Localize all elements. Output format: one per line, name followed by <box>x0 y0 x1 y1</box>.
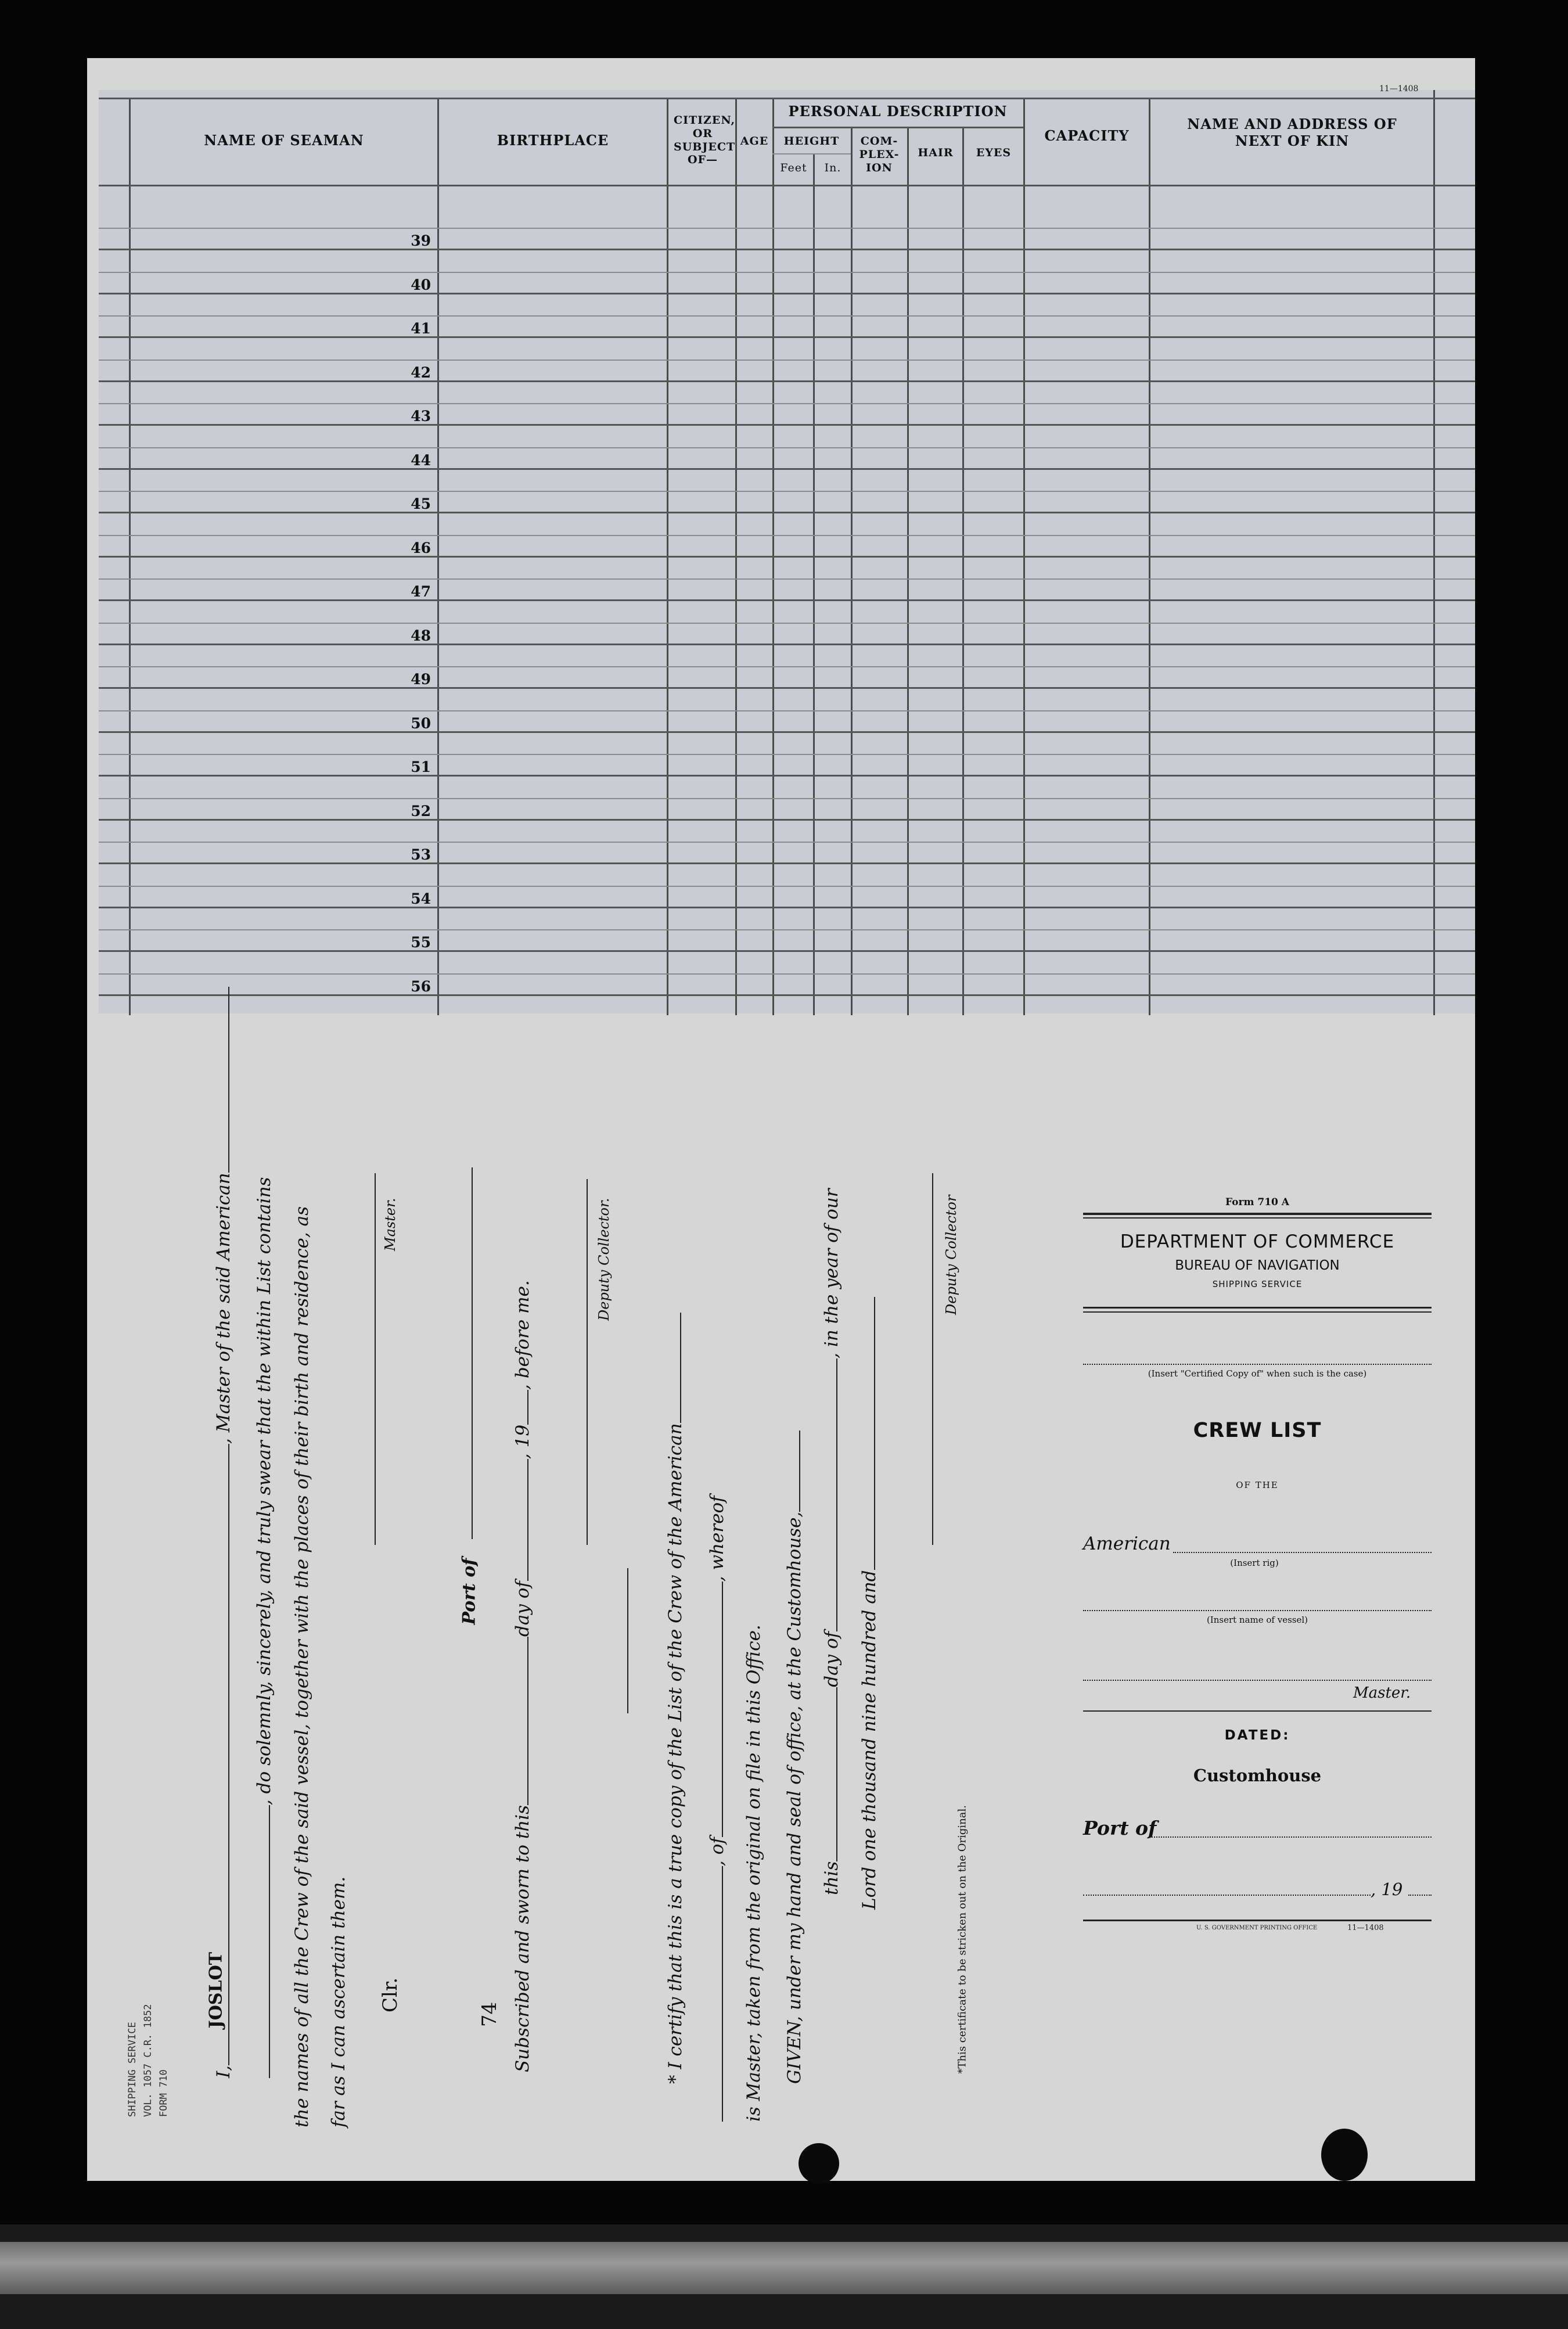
table-row-line <box>99 249 1475 250</box>
table-row-subline <box>99 272 1475 273</box>
table-row-subline <box>99 623 1475 624</box>
row-number: 56 <box>411 978 431 995</box>
vessel-name-blank[interactable] <box>269 1805 270 2078</box>
vessel-blank[interactable] <box>228 987 229 1173</box>
col-line <box>962 128 964 1015</box>
form-code-top: 11—1408 <box>1379 84 1419 94</box>
insert-name-note: (Insert name of vessel) <box>1206 1615 1308 1625</box>
service-title: SHIPPING SERVICE <box>1212 1279 1303 1289</box>
header-height: HEIGHT <box>783 135 840 148</box>
header-citizen: CITIZEN, OR SUBJECT OF— <box>674 114 736 167</box>
row-number: 43 <box>411 408 431 425</box>
table-row-line <box>99 556 1475 558</box>
shipping-service-stamp-1: SHIPPING SERVICE <box>127 2022 138 2117</box>
ink-blot <box>799 2143 839 2184</box>
year-blank-panel[interactable] <box>1408 1895 1432 1896</box>
deputy-collector-signature-line-2[interactable] <box>932 1173 933 1545</box>
insert-certified-note: (Insert "Certified Copy of" when such is the case) <box>1148 1368 1367 1379</box>
master-rule <box>1083 1710 1432 1712</box>
header-personal-description: PERSONAL DESCRIPTION <box>788 103 1008 120</box>
bureau-title: BUREAU OF NAVIGATION <box>1175 1258 1340 1273</box>
master-label: Master. <box>382 1198 398 1251</box>
row-number: 53 <box>411 846 431 863</box>
table-row-line <box>99 599 1475 601</box>
crew-list-title: CREW LIST <box>1193 1419 1322 1442</box>
divider <box>627 1568 628 1713</box>
table-row-line <box>99 380 1475 382</box>
american-label: American <box>1083 1533 1171 1554</box>
col-line <box>907 128 909 1015</box>
printing-code: 11—1408 <box>1347 1924 1384 1932</box>
department-title: DEPARTMENT OF COMMERCE <box>1120 1231 1395 1252</box>
oath-line-1: I,, Master of the said American <box>213 987 234 2078</box>
table-row-line <box>99 512 1475 513</box>
customhouse-label: Customhouse <box>1193 1766 1322 1785</box>
mark-joslot: JOSLOT <box>206 1951 226 2029</box>
row-number: 47 <box>411 583 431 600</box>
port-of-panel: Port of <box>1083 1817 1157 1839</box>
subscribed-line: Subscribed and sworn to thisday of, 19, before me. <box>512 1280 533 2072</box>
mid-rule-thin <box>1083 1311 1432 1313</box>
deputy-collector-label-2: Deputy Collector <box>943 1195 959 1315</box>
row-number: 41 <box>411 320 431 337</box>
endorsement-panel <box>1080 1191 1434 1940</box>
table-row-line <box>99 731 1475 733</box>
table-row-subline <box>99 754 1475 755</box>
header-next-of-kin: NAME AND ADDRESS OF NEXT OF KIN <box>1187 116 1397 149</box>
mark-number: 74 <box>478 2001 501 2027</box>
rig-blank[interactable] <box>1173 1552 1432 1553</box>
row-number: 49 <box>411 671 431 688</box>
ink-blot <box>1321 2129 1368 2181</box>
port-of-label: Port of <box>459 1558 480 1625</box>
vessel-blank-2[interactable] <box>722 1866 723 2122</box>
form-number: Form 710 A <box>1225 1196 1289 1208</box>
top-rule <box>1083 1213 1432 1215</box>
header-top-line <box>99 98 1475 99</box>
year-label: , 19 <box>1371 1879 1403 1899</box>
port-blank-panel[interactable] <box>1150 1836 1432 1838</box>
table-row-subline <box>99 842 1475 843</box>
row-number: 55 <box>411 934 431 951</box>
table-row-subline <box>99 228 1475 229</box>
master-blank[interactable] <box>1083 1680 1432 1681</box>
deputy-collector-label: Deputy Collector. <box>596 1198 612 1321</box>
given-line: GIVEN, under my hand and seal of office, at the Customhouse, <box>784 1431 805 2084</box>
table-row-line <box>99 862 1475 864</box>
table-row-line <box>99 994 1475 996</box>
vessel-name-blank[interactable] <box>1083 1610 1432 1611</box>
col-line <box>851 128 853 1015</box>
table-row-line <box>99 293 1475 294</box>
oath-line-2: , do solemnly, sincerely, and truly swear that the within List contains <box>254 1177 275 2078</box>
dated-label: DATED: <box>1224 1728 1290 1743</box>
certify-line-2: , of, whereof <box>707 1496 728 2122</box>
oath-line-3: the names of all the Crew of the said vessel, together with the places of their birth and residence, as <box>292 1206 312 2127</box>
shipping-service-stamp-2: VOL. 1057 C.R. 1852 <box>142 2004 154 2117</box>
table-row-subline <box>99 315 1475 317</box>
header-birthplace: BIRTHPLACE <box>497 132 609 149</box>
table-row-subline <box>99 491 1475 492</box>
certified-copy-blank[interactable] <box>1083 1364 1432 1365</box>
table-row-line <box>99 424 1475 426</box>
table-row-subline <box>99 403 1475 404</box>
header-name-of-seaman: NAME OF SEAMAN <box>204 132 364 149</box>
certify-line-1: * I certify that this is a true copy of the List of the Crew of the American <box>665 1313 686 2084</box>
master-signature-line[interactable] <box>375 1173 376 1545</box>
table-row-line <box>99 336 1475 338</box>
month-blank[interactable] <box>527 1459 528 1581</box>
header-age: AGE <box>740 135 769 148</box>
date-blank[interactable] <box>1083 1895 1371 1896</box>
header-capacity: CAPACITY <box>1044 127 1130 144</box>
row-number: 46 <box>411 540 431 556</box>
customhouse-blank[interactable] <box>799 1431 800 1512</box>
header-sub-line <box>772 127 1023 128</box>
month-blank-2[interactable] <box>836 1358 837 1631</box>
row-number: 44 <box>411 452 431 469</box>
day-blank[interactable] <box>527 1637 528 1805</box>
mid-rule <box>1083 1307 1432 1309</box>
header-feet: Feet <box>780 161 807 174</box>
lord-line: Lord one thousand nine hundred and <box>859 1297 880 1910</box>
mark-clr: Clr. <box>379 1977 402 2012</box>
table-row-line <box>99 468 1475 470</box>
table-row-line <box>99 950 1475 952</box>
table-row-line <box>99 644 1475 645</box>
certify-line-3: is Master, taken from the original on file in this Office. <box>743 1624 764 2122</box>
page-edge <box>0 2242 1568 2294</box>
table-row-subline <box>99 973 1475 975</box>
deputy-collector-signature-line[interactable] <box>587 1179 588 1545</box>
table-row-subline <box>99 886 1475 887</box>
port-blank[interactable] <box>472 1167 473 1539</box>
footnote: *This certificate to be stricken out on the Original. <box>956 1805 969 2074</box>
master-name-blank[interactable] <box>228 1444 229 2065</box>
printing-office: U. S. GOVERNMENT PRINTING OFFICE <box>1196 1925 1318 1931</box>
header-inches: In. <box>824 161 841 174</box>
oath-line-4: far as I can ascertain them. <box>328 1876 349 2127</box>
day-blank-2[interactable] <box>836 1687 837 1861</box>
master-label-panel: Master. <box>1353 1684 1411 1702</box>
table-row-line <box>99 775 1475 777</box>
top-rule-thin <box>1083 1217 1432 1219</box>
table-row-subline <box>99 710 1475 711</box>
row-number: 39 <box>411 232 431 249</box>
table-row-line <box>99 687 1475 689</box>
american-vessel-blank[interactable] <box>680 1313 681 1423</box>
year-blank-2[interactable] <box>874 1297 875 1570</box>
row-number: 48 <box>411 627 431 644</box>
table-row-subline <box>99 929 1475 930</box>
header-eyes: EYES <box>976 146 1012 159</box>
table-row-subline <box>99 447 1475 448</box>
table-row-line <box>99 907 1475 908</box>
row-number: 42 <box>411 364 431 381</box>
year-blank[interactable] <box>527 1390 528 1425</box>
row-number: 52 <box>411 803 431 820</box>
this-day-line: thisday of, in the year of our <box>821 1188 842 1895</box>
port-blank-2[interactable] <box>722 1582 723 1837</box>
row-number: 54 <box>411 890 431 907</box>
table-row-subline <box>99 578 1475 580</box>
table-row-line <box>99 819 1475 821</box>
header-complexion: COM- PLEX- ION <box>859 135 900 174</box>
of-the: OF THE <box>1236 1480 1279 1490</box>
table-row-subline <box>99 666 1475 667</box>
header-sub-line <box>772 153 851 154</box>
row-number: 45 <box>411 495 431 512</box>
insert-rig-note: (Insert rig) <box>1230 1558 1279 1568</box>
bottom-rule <box>1083 1920 1432 1921</box>
row-number: 40 <box>411 276 431 293</box>
row-number: 51 <box>411 759 431 775</box>
table-row-subline <box>99 798 1475 799</box>
header-hair: HAIR <box>918 146 954 159</box>
table-row-subline <box>99 535 1475 536</box>
shipping-service-stamp-3: FORM 710 <box>158 2069 170 2117</box>
row-number: 50 <box>411 715 431 732</box>
table-row-subline <box>99 360 1475 361</box>
header-bottom-line <box>99 185 1475 186</box>
